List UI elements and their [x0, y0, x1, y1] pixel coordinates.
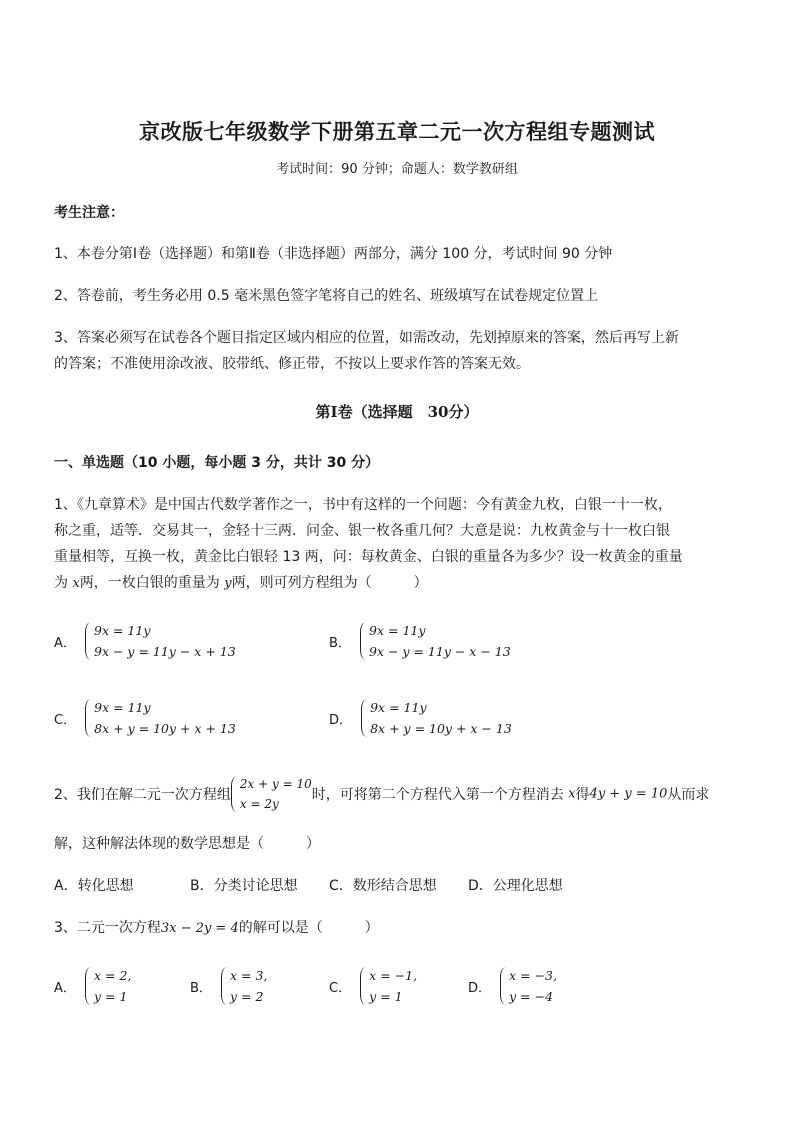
q1-option-a[interactable] [54, 620, 236, 662]
option-label: A． [54, 980, 76, 996]
brace-icon [85, 699, 91, 737]
q1-line-1: 1、《九章算术》是中国古代数学著作之一，书中有这样的一个问题：今有黄金九枚，白银一十一枚， [54, 497, 672, 513]
q2-line-1 [54, 774, 709, 814]
exam-info: 考试时间：90 分钟；命题人：数学教研组 [276, 162, 518, 177]
q2-text-d: 从而求 [667, 787, 710, 803]
notice-heading: 考生注意： [54, 205, 124, 221]
equation-system [85, 620, 236, 662]
equation: y = 1 [369, 989, 403, 1004]
q1-text-a: 为 [54, 575, 68, 591]
equation-system [361, 697, 512, 739]
q1-line-3: 重量相等，互换一枚，黄金比白银轻 13 两，问：每枚黄金、白银的重量各为多少？设一枚黄金的重量 [54, 549, 683, 565]
q2-text-c: 得 [575, 787, 590, 803]
equation-system [360, 965, 417, 1007]
equation: y = −4 [509, 989, 554, 1004]
option-label: B． [329, 635, 351, 651]
q1-var-x: x [72, 576, 80, 591]
equation-system [85, 697, 236, 739]
q3-equation: 3x − 2y = 4 [160, 921, 239, 936]
q2-line-2: 解，这种解法体现的数学思想是（ ） [54, 836, 320, 852]
brace-icon [221, 967, 227, 1005]
q1-text-b: 两，一枚白银的重量为 [79, 575, 220, 591]
q2-option-b[interactable]: B．分类讨论思想 [190, 878, 298, 894]
q3-option-c[interactable] [329, 965, 417, 1007]
equation: 8x + y = 10y + x + 13 [94, 721, 236, 736]
q1-line-4 [54, 572, 428, 592]
equation: y = 2 [230, 989, 264, 1004]
equation: 9x = 11y [370, 700, 427, 715]
document-title: 京改版七年级数学下册第五章二元一次方程组专题测试 [139, 119, 655, 144]
brace-icon [231, 776, 237, 812]
q1-line-2: 称之重，适等．交易其一，金轻十三两．问金、银一枚各重几何？大意是说：九枚黄金与十一枚白银 [54, 523, 670, 539]
brace-icon [85, 967, 91, 1005]
notice-item-2: 2、答卷前，考生务必用 0.5 毫米黑色签字笔将自己的姓名、班级填写在试卷规定位置上 [54, 288, 599, 304]
brace-icon [361, 699, 367, 737]
equation: x = 3, [230, 968, 268, 983]
notice-item-3-cont: 的答案；不准使用涂改液、胶带纸、修正带，不按以上要求作答的答案无效。 [54, 356, 530, 372]
equation-system [221, 965, 267, 1007]
equation: 9x − y = 11y − x − 13 [369, 644, 511, 659]
equation: x = 2, [94, 968, 132, 983]
q2-option-c[interactable]: C．数形结合思想 [329, 878, 437, 894]
q3-text-a: 3、二元一次方程 [54, 920, 161, 936]
q3-text-b: 的解可以是（ ） [238, 920, 379, 936]
q2-option-d[interactable]: D．公理化思想 [468, 878, 563, 894]
option-label: C． [329, 980, 352, 996]
equation: 2x + y = 10 [239, 777, 312, 791]
equation: 8x + y = 10y + x − 13 [370, 721, 512, 736]
brace-icon [360, 622, 366, 660]
equation: x = −1, [369, 968, 418, 983]
equation-system [85, 965, 131, 1007]
q3-option-b[interactable] [190, 965, 267, 1007]
equation: 9x = 11y [94, 623, 151, 638]
q3-option-a[interactable] [54, 965, 131, 1007]
part-title: 一、单选题（10 小题，每小题 3 分，共计 30 分） [54, 455, 380, 471]
q2-text-b: 时，可将第二个方程代入第一个方程消去 [311, 787, 564, 803]
equation-system [360, 620, 511, 662]
q1-option-c[interactable] [54, 697, 236, 739]
q2-var: x [568, 786, 576, 802]
q2-option-a[interactable]: A．转化思想 [54, 878, 134, 894]
notice-item-3: 3、答案必须写在试卷各个题目指定区域内相应的位置，如需改动，先划掉原来的答案，然后再写上新 [54, 330, 679, 346]
equation-system [231, 774, 312, 814]
q1-option-d[interactable] [329, 697, 512, 739]
brace-icon [360, 967, 366, 1005]
equation: 9x − y = 11y − x + 13 [94, 644, 236, 659]
equation: y = 1 [94, 989, 128, 1004]
q2-text-a: 2、我们在解二元一次方程组 [54, 787, 231, 803]
option-label: B． [190, 980, 212, 996]
notice-item-1: 1、本卷分第Ⅰ卷（选择题）和第Ⅱ卷（非选择题）两部分，满分 100 分，考试时间 90 分钟 [54, 246, 613, 262]
section-title: 第Ⅰ卷（选择题 30分） [315, 403, 479, 421]
equation: 9x = 11y [369, 623, 426, 638]
q1-text-c: 两，则可列方程组为（ ） [231, 575, 428, 591]
option-label: C． [54, 712, 77, 728]
equation: x = 2y [239, 797, 279, 811]
equation: 9x = 11y [94, 700, 151, 715]
q2-equation: 4y + y = 10 [589, 786, 668, 802]
q3-option-d[interactable] [468, 965, 557, 1007]
option-label: D． [329, 712, 353, 728]
option-label: A． [54, 635, 76, 651]
equation-system [500, 965, 557, 1007]
brace-icon [85, 622, 91, 660]
option-label: D． [468, 980, 492, 996]
q3-line-1 [54, 917, 379, 937]
q1-var-y: y [224, 576, 232, 591]
brace-icon [500, 967, 506, 1005]
q1-option-b[interactable] [329, 620, 511, 662]
equation: x = −3, [509, 968, 557, 983]
